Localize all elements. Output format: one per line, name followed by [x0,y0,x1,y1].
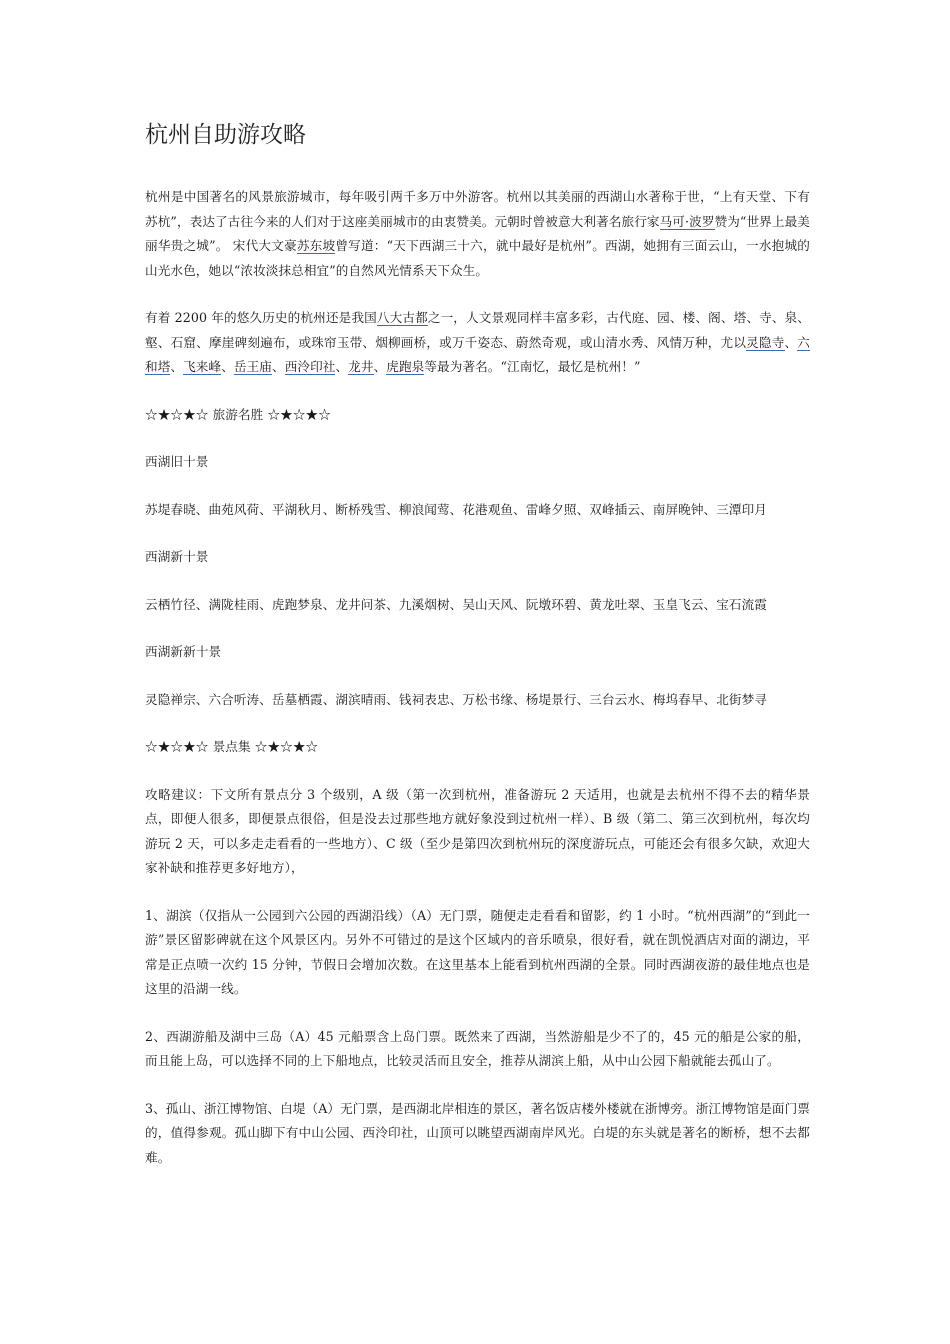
old-ten-heading: 西湖旧十景 [145,454,209,469]
section-heading-spots: ☆★☆★☆ 景点集 ☆★☆★☆ [145,739,319,754]
separator: 、 [170,359,184,374]
old-ten-list: 苏堤春晓、曲苑风荷、平湖秋月、断桥残雪、柳浪闻莺、花港观鱼、雷峰夕照、双峰插云、南屏晚钟、三潭印月 [145,501,767,517]
section-heading-attractions: ☆★☆★☆ 旅游名胜 ☆★☆★☆ [145,406,331,422]
link-liuhe-pagoda[interactable]: 六和塔 [145,334,810,374]
newest-ten-heading: 西湖新新十景 [145,644,222,659]
link-hupao-spring[interactable]: 虎跑泉 [386,359,425,374]
link-lingyin-temple[interactable]: 灵隐寺 [746,334,785,350]
separator: 、 [373,359,387,374]
spot-item-3: 3、孤山、浙江博物馆、白堤（A）无门票，是西湖北岸相连的景区，著名饭店楼外楼就在浙博旁。浙江博物馆是面门票的，值得参观。孤山脚下有中山公园、西泠印社，山顶可以眺望西湖南岸风光。白堤的东头就是著名的断桥，想不去都难。 [145,1100,810,1165]
document-page [145,118,810,1193]
spot-item-1: 1、湖滨（仅指从一公园到六公园的西湖沿线）（A）无门票，随便走走看看和留影，约 1 小时。“杭州西湖”的“到此一游”景区留影碑就在这个风景区内。另外不可错过的是这个区域内的音乐喷泉，很好看，就在凯悦酒店对面的湖边，平常是正点喷一次约 15 分钟，节假日会增加次数。在这里基本上能看到杭州西湖的全景。同时西湖夜游的最佳地点也是这里的沿湖一线。 [145,907,810,996]
link-marco-polo[interactable]: 马可·波罗 [659,213,715,229]
history-paragraph [145,306,810,380]
separator: 、 [271,359,285,374]
link-su-dongpo[interactable]: 苏东坡 [296,238,336,253]
intro-text-1: 杭州是中国著名的风景旅游城市，每年吸引两千多万中外游客。杭州以其美丽的西湖山水著称于世，“上有天堂、下有苏杭”，表达了古往今来的人们对于这座美丽城市的由衷赞美。元朝时曾被意大利著名旅行家 [145,189,810,229]
new-ten-heading: 西湖新十景 [145,549,209,564]
newest-ten-list: 灵隐禅宗、六合听涛、岳墓栖霞、湖滨晴雨、钱祠表忠、万松书缘、杨堤景行、三台云水、梅坞春早、北街梦寻 [145,691,767,707]
separator: 、 [335,359,349,374]
link-feilai-peak[interactable]: 飞来峰 [183,359,222,374]
link-eight-ancient-capitals[interactable]: 八大古都 [376,310,428,325]
history-text-3: 等最为著名。“江南忆，最忆是杭州！” [424,359,641,374]
separator: 、 [784,334,798,350]
intro-text-3: 曾写道：“天下西湖三十六，就中最好是杭州”。西湖，她拥有三面云山，一水抱城的山光水色，她以“浓妆淡抹总相宜”的自然风光情系天下众生。 [145,238,810,278]
new-ten-list: 云栖竹径、满陇桂雨、虎跑梦泉、龙井问茶、九溪烟树、吴山天风、阮墩环碧、黄龙吐翠、玉皇飞云、宝石流霞 [145,596,767,612]
spot-item-2: 2、西湖游船及湖中三岛（A）45 元船票含上岛门票。既然来了西湖，当然游船是少不了的，45 元的船是公家的船，而且能上岛，可以选择不同的上下船地点，比较灵活而且安全，推荐从湖滨上船，从中山公园下船就能去孤山了。 [145,1028,810,1068]
history-text-1: 有着 2200 年的悠久历史的杭州还是我国 [145,310,377,325]
link-xiling-seal-society[interactable]: 西泠印社 [284,359,336,374]
advice-paragraph: 攻略建议：下文所有景点分 3 个级别，A 级（第一次到杭州，准备游玩 2 天适用，也就是去杭州不得不去的精华景点，即便人很多，即便景点很俗，但是没去过那些地方就好象没到过杭州一样）、B 级（第二、第三次到杭州，每次均游玩 2 天，可以多走走看看的一些地方）、C 级（至少是第四次到杭州玩的深度游玩点，可能还会有很多欠缺，欢迎大家补缺和推荐更多好地方）， [145,786,810,875]
link-longjing[interactable]: 龙井 [348,359,374,374]
link-yuewang-temple[interactable]: 岳王庙 [233,359,272,374]
intro-text-2: 赞为“世界上最美丽华贵之城”。 宋代大文豪 [145,213,810,253]
intro-paragraph [145,185,810,283]
separator: 、 [221,359,234,374]
history-text-2: 之一，人文景观同样丰富多彩，古代庭、园、楼、阁、塔、寺、泉、壑、石窟、摩崖碑刻遍布，或珠帘玉带、烟柳画桥，或万千姿态、蔚然奇观，或山清水秀、风情万种，尤以 [145,310,810,350]
page-title: 杭州自助游攻略 [145,122,306,148]
